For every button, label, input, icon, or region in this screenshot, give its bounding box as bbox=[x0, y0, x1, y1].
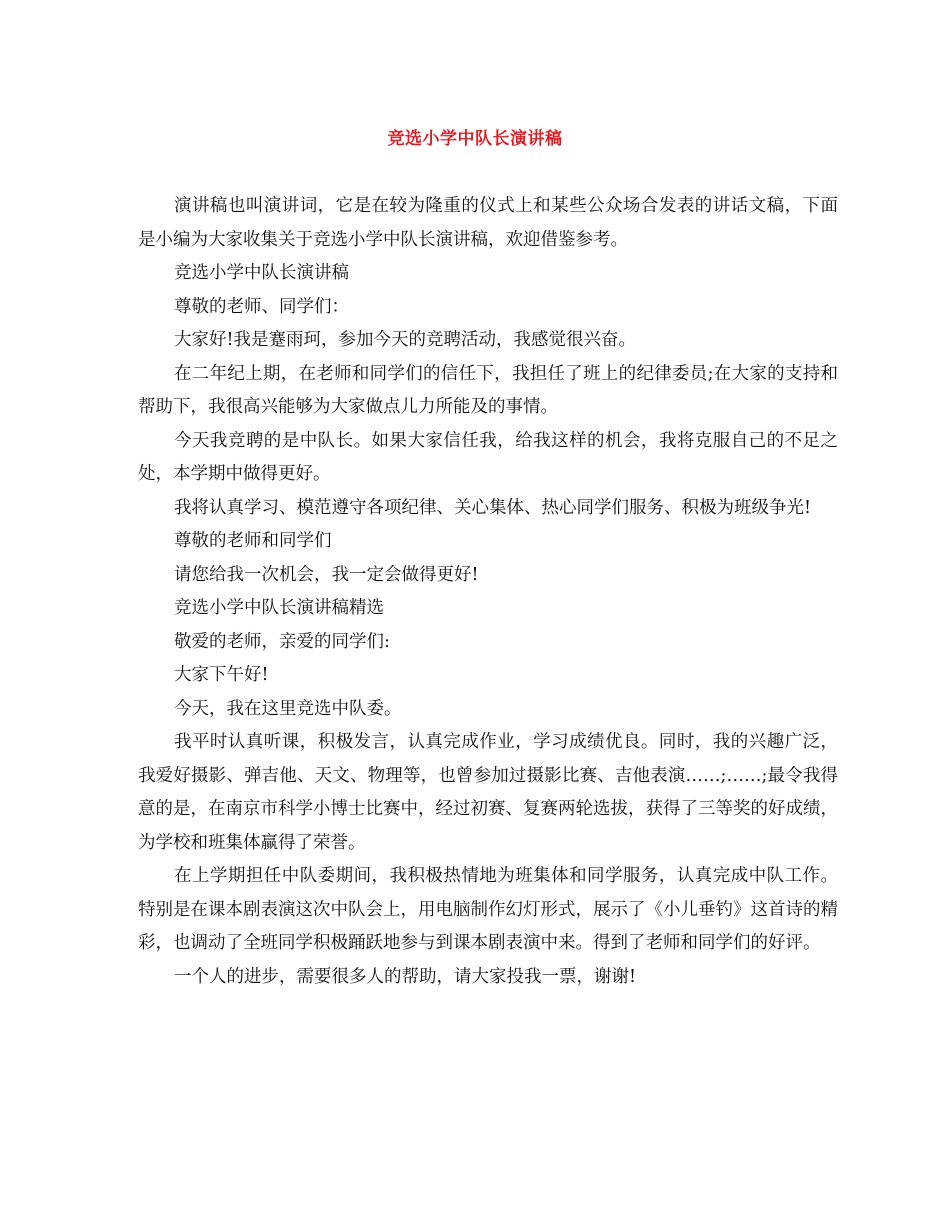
paragraph-service: 在上学期担任中队委期间，我积极热情地为班集体和同学服务，认真完成中队工作。特别是在课本剧表演这次中队会上，用电脑制作幻灯形式，展示了《小儿垂钓》这首诗的精彩，也调动了全班同学积极踊跃地参与到课本剧表演中来。得到了老师和同学们的好评。 bbox=[138, 866, 838, 953]
document-title: 竞选小学中队长演讲稿 bbox=[387, 129, 563, 149]
paragraph-salutation-2: 敬爱的老师，亲爱的同学们: bbox=[174, 631, 390, 652]
paragraph-greeting-2: 大家下午好! bbox=[174, 665, 269, 685]
paragraph-intro-2: 今天，我在这里竞选中队委。 bbox=[174, 698, 402, 719]
paragraph-goal-1: 今天我竞聘的是中队长。如果大家信任我，给我这样的机会，我将克服自己的不足之处，本学期中做得更好。 bbox=[138, 430, 838, 484]
paragraph-greeting-1: 大家好!我是蹇雨珂，参加今天的竞聘活动，我感觉很兴奋。 bbox=[174, 330, 637, 350]
paragraph-speech-title-2: 竞选小学中队长演讲稿精选 bbox=[174, 598, 384, 618]
paragraph-salutation-1: 尊敬的老师、同学们： bbox=[174, 296, 349, 317]
paragraph-promise-1: 我将认真学习、模范遵守各项纪律、关心集体、热心同学们服务、积极为班级争光! bbox=[174, 497, 812, 518]
paragraph-address-1: 尊敬的老师和同学们 bbox=[174, 531, 332, 551]
paragraph-speech-title-1: 竞选小学中队长演讲稿 bbox=[174, 263, 349, 283]
paragraph-intro: 演讲稿也叫演讲词，它是在较为隆重的仪式上和某些公众场合发表的讲话文稿，下面是小编为大家收集关于竞选小学中队长演讲稿，欢迎借鉴参考。 bbox=[138, 196, 838, 250]
document-body bbox=[138, 190, 838, 994]
paragraph-closing-1: 请您给我一次机会，我一定会做得更好! bbox=[174, 564, 479, 585]
paragraph-experience-1: 在二年纪上期，在老师和同学们的信任下，我担任了班上的纪律委员;在大家的支持和帮助下，我很高兴能够为大家做点儿力所能及的事情。 bbox=[138, 363, 838, 417]
paragraph-closing-2: 一个人的进步，需要很多人的帮助，请大家投我一票，谢谢! bbox=[174, 966, 637, 987]
paragraph-hobbies: 我平时认真听课，积极发言，认真完成作业，学习成绩优良。同时，我的兴趣广泛，我爱好摄影、弹吉他、天文、物理等，也曾参加过摄影比赛、吉他表演……;……;最令我得意的是，在南京市科学小博士比赛中，经过初赛、复赛两轮选拔，获得了三等奖的好成绩，为学校和班集体赢得了荣誉。 bbox=[138, 732, 838, 853]
